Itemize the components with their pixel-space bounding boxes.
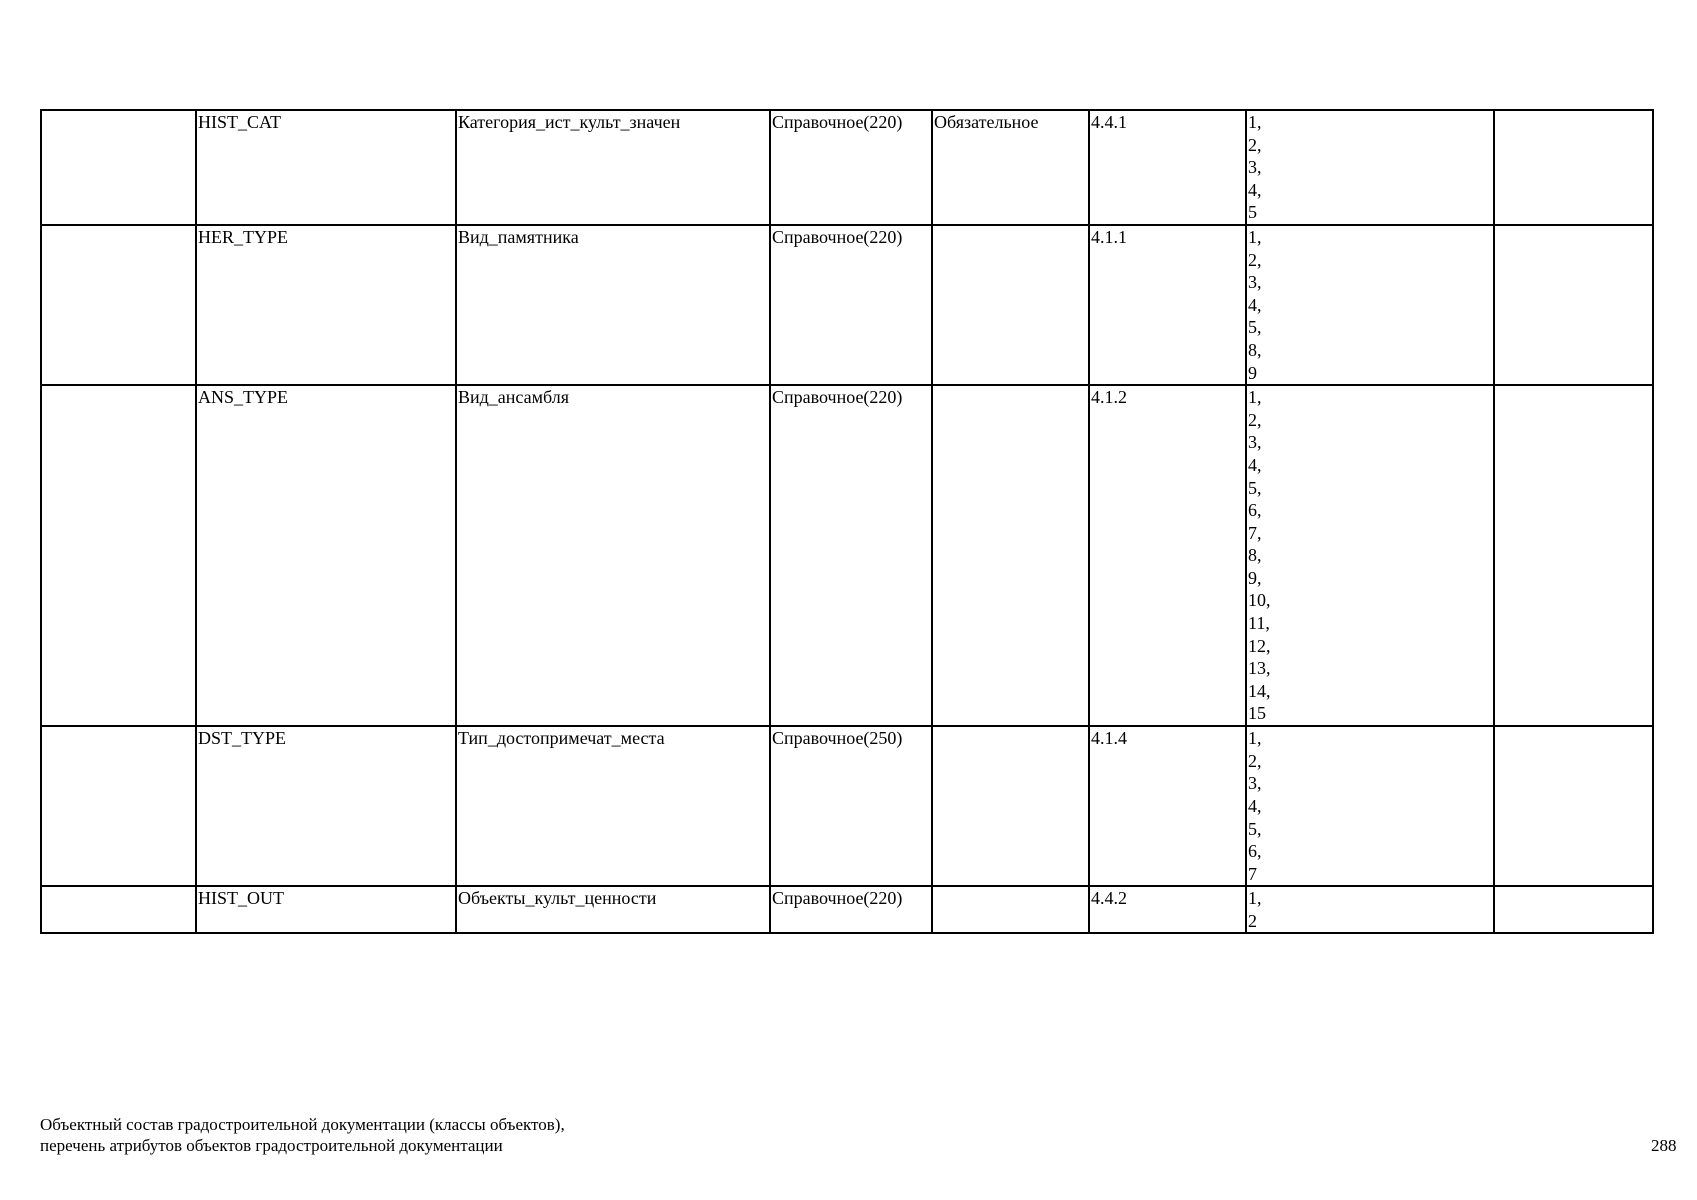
footer-line-1: Объектный состав градостроительной документации (классы объектов), (40, 1115, 565, 1134)
empty-cell (41, 225, 196, 385)
attribute-name: Вид_ансамбля (456, 385, 770, 726)
attribute-requirement (932, 726, 1089, 886)
attribute-type: Справочное(220) (770, 225, 932, 385)
section-number: 4.1.4 (1089, 726, 1246, 886)
empty-cell (1494, 225, 1653, 385)
attribute-code: DST_TYPE (196, 726, 456, 886)
empty-cell (1494, 110, 1653, 225)
section-number: 4.4.2 (1089, 886, 1246, 933)
section-number: 4.4.1 (1089, 110, 1246, 225)
attributes-table (40, 109, 1654, 934)
table-row (41, 225, 1653, 385)
attribute-name: Категория_ист_культ_значен (456, 110, 770, 225)
footer-line-2: перечень атрибутов объектов градостроительной документации (40, 1136, 503, 1155)
section-number: 4.1.1 (1089, 225, 1246, 385)
value-codes: 1, 2 (1246, 886, 1494, 933)
empty-cell (41, 886, 196, 933)
attribute-requirement (932, 225, 1089, 385)
footer-caption (40, 1114, 565, 1156)
attribute-name: Тип_достопримечат_места (456, 726, 770, 886)
attribute-type: Справочное(220) (770, 110, 932, 225)
attribute-code: HER_TYPE (196, 225, 456, 385)
attribute-code: HIST_CAT (196, 110, 456, 225)
attribute-requirement: Обязательное (932, 110, 1089, 225)
value-codes: 1, 2, 3, 4, 5 (1246, 110, 1494, 225)
attribute-type: Справочное(250) (770, 726, 932, 886)
attribute-type: Справочное(220) (770, 385, 932, 726)
table-row (41, 385, 1653, 726)
empty-cell (41, 385, 196, 726)
table-row (41, 726, 1653, 886)
empty-cell (1494, 886, 1653, 933)
attribute-name: Вид_памятника (456, 225, 770, 385)
section-number: 4.1.2 (1089, 385, 1246, 726)
page-number: 288 (1651, 1136, 1677, 1155)
value-codes: 1, 2, 3, 4, 5, 8, 9 (1246, 225, 1494, 385)
attribute-requirement (932, 385, 1089, 726)
attribute-requirement (932, 886, 1089, 933)
empty-cell (41, 110, 196, 225)
attribute-type: Справочное(220) (770, 886, 932, 933)
empty-cell (1494, 385, 1653, 726)
empty-cell (1494, 726, 1653, 886)
empty-cell (41, 726, 196, 886)
attribute-code: HIST_OUT (196, 886, 456, 933)
table-row (41, 886, 1653, 933)
value-codes: 1, 2, 3, 4, 5, 6, 7 (1246, 726, 1494, 886)
attribute-name: Объекты_культ_ценности (456, 886, 770, 933)
table-row (41, 110, 1653, 225)
value-codes: 1, 2, 3, 4, 5, 6, 7, 8, 9, 10, 11, 12, 13, 14, 15 (1246, 385, 1494, 726)
attribute-code: ANS_TYPE (196, 385, 456, 726)
